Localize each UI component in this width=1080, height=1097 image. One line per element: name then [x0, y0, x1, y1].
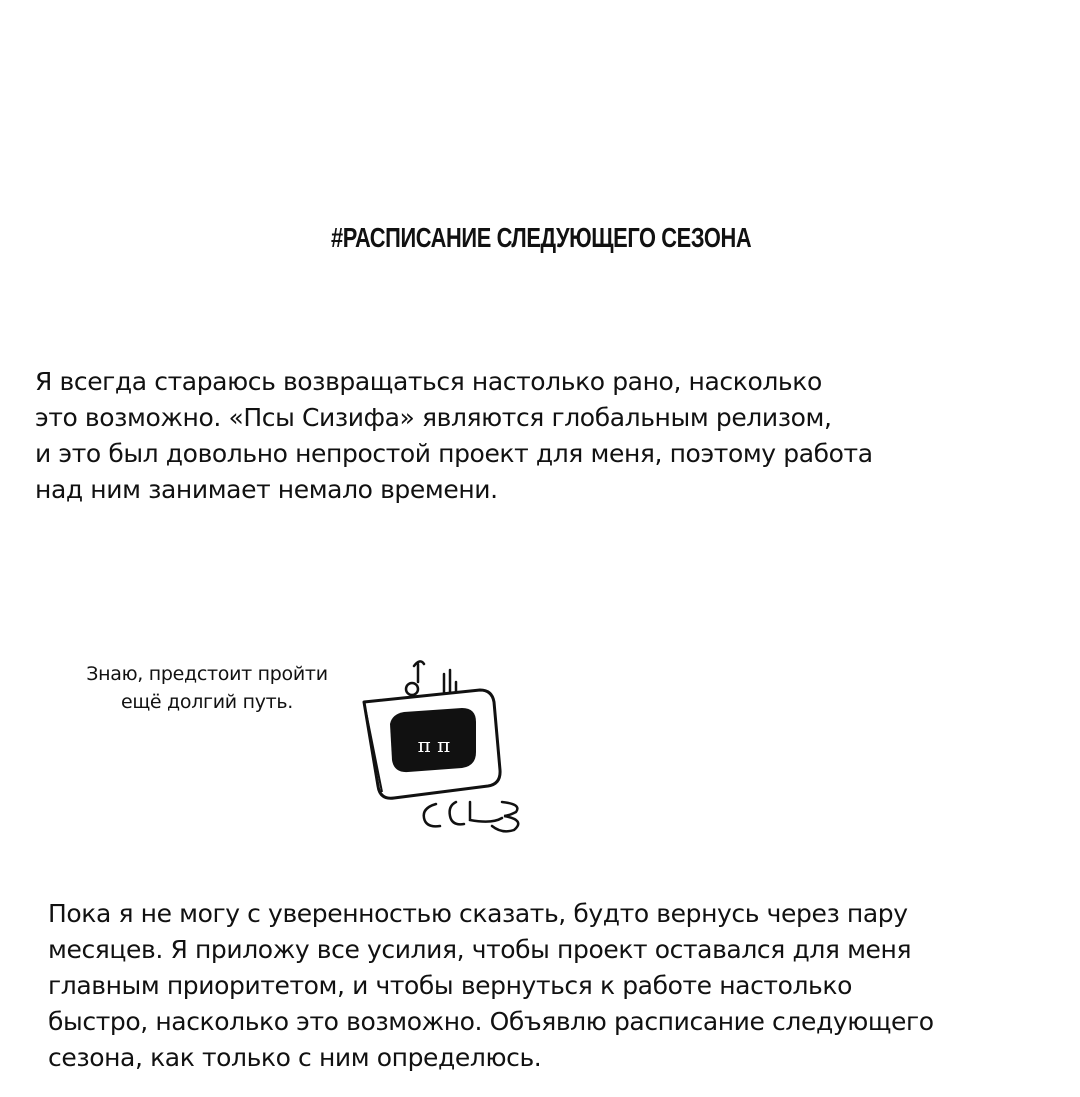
paragraph-line: Пока я не могу с уверенностью сказать, будто вернусь через пару — [48, 899, 908, 928]
paragraph-line: над ним занимает немало времени. — [35, 475, 498, 504]
paragraph-line: сезона, как только с ним определюсь. — [48, 1043, 542, 1072]
paragraph-line: месяцев. Я приложу все усилия, чтобы проект оставался для меня — [48, 935, 912, 964]
speech-line: Знаю, предстоит пройти — [86, 663, 328, 685]
tv-mascot-illustration — [352, 652, 542, 837]
paragraph-line: и это был довольно непростой проект для меня, поэтому работа — [35, 439, 873, 468]
speech-text — [48, 660, 366, 716]
speech-line: ещё долгий путь. — [120, 691, 294, 713]
paragraph-line: быстро, насколько это возможно. Объявлю расписание следующего — [48, 1007, 934, 1036]
closing-paragraph — [48, 896, 934, 1076]
paragraph-line: главным приоритетом, и чтобы вернуться к работе настолько — [48, 971, 852, 1000]
paragraph-line: Я всегда стараюсь возвращаться настолько рано, насколько — [35, 367, 822, 396]
paragraph-line: это возможно. «Псы Сизифа» являются глобальным релизом, — [35, 403, 832, 432]
section-heading: #РАСПИСАНИЕ СЛЕДУЮЩЕГО СЕЗОНА — [330, 222, 752, 253]
mascot-face: π π — [417, 733, 451, 757]
paws-icon — [424, 802, 518, 831]
intro-paragraph — [35, 364, 873, 508]
